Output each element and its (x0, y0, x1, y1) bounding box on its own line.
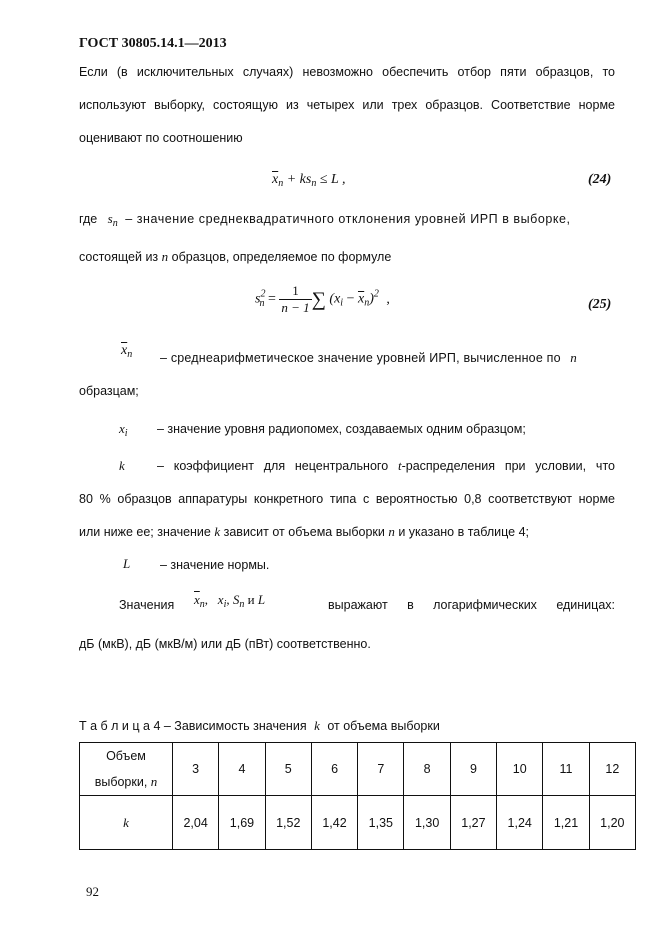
values-word: Значения (119, 598, 175, 612)
k-cell: 1,69 (219, 796, 265, 850)
k-cell: 1,27 (450, 796, 496, 850)
where-text: – значение среднеквадратичного отклонения уровней ИРП в выборке, (125, 212, 571, 226)
values-units: дБ (мкВ), дБ (мкВ/м) или дБ (пВт) соответственно. (79, 637, 371, 651)
where-symbol: $s_n$ (107, 211, 118, 229)
where-prefix: где (79, 212, 98, 226)
size-cell: 8 (404, 743, 450, 796)
eq25-fraction: $\frac{1}{n - 1}$ (281, 283, 310, 315)
k-cell: 1,35 (358, 796, 404, 850)
eq24-xbar: $\overline{x}$ (272, 172, 279, 187)
k-values-table (79, 742, 636, 850)
def-xbar-text: – среднеарифметическое значение уровней ИРП, вычисленное по n (160, 350, 577, 365)
document-header: ГОСТ 30805.14.1—2013 (79, 36, 227, 51)
equation-24 (272, 172, 346, 189)
equation-25-number: (25) (588, 297, 612, 312)
page-number: 92 (86, 884, 99, 899)
para1-line2: используют выборку, состоящую из четырех или трех образцов. Соответствие норме (79, 98, 615, 112)
eq24-sub2: n (311, 178, 317, 189)
def-xbar-continuation: образцам; (79, 384, 139, 398)
k-cell: 1,42 (311, 796, 357, 850)
def-xi-symbol: $x_i$ (119, 421, 128, 439)
table-head-label: Объем выборки, n (80, 743, 173, 796)
k-cell: 1,30 (404, 796, 450, 850)
def-k-line1: – коэффициент для нецентрального t-распределения при условии, что (157, 458, 615, 473)
table-row-label: k (80, 796, 173, 850)
def-k-line2: 80 % образцов аппаратуры конкретного типа с вероятностью 0,8 соответствуют норме (79, 492, 615, 506)
k-cell: 2,04 (173, 796, 219, 850)
def-xbar-symbol: $\overline{x}_n$ (121, 343, 133, 360)
table-row-k (80, 796, 636, 850)
size-cell: 9 (450, 743, 496, 796)
para1-line1: Если (в исключительных случаях) невозможно обеспечить отбор пяти образцов, то (79, 65, 615, 79)
def-L-symbol: L (123, 556, 131, 571)
table-row-sizes (80, 743, 636, 796)
k-cell: 1,20 (589, 796, 635, 850)
def-k-line3: или ниже ее; значение k зависит от объема выборки n и указано в таблице 4; (79, 524, 529, 539)
size-cell: 4 (219, 743, 265, 796)
def-L-text: – значение нормы. (160, 558, 270, 572)
k-cell: 1,52 (265, 796, 311, 850)
size-cell: 5 (265, 743, 311, 796)
def-xi-text: – значение уровня радиопомех, создаваемых одним образцом; (157, 422, 526, 436)
table-caption: Т а б л и ц а 4 – Зависимость значения k от объема выборки (79, 718, 440, 733)
para1-line3: оценивают по соотношению (79, 131, 243, 145)
values-symbols: $\overline{x}_n$, $x_i$, $S_n$ и L (194, 592, 266, 610)
size-cell: 6 (311, 743, 357, 796)
size-cell: 12 (589, 743, 635, 796)
where-line1 (79, 211, 615, 232)
size-cell: 3 (173, 743, 219, 796)
equation-25: $s^2_n$ = $\frac{1}{n - 1}$ ∑ $(x_i - \overline{x}_n)^2$ , (255, 283, 390, 315)
equation-24-number: (24) (588, 172, 612, 187)
size-cell: 7 (358, 743, 404, 796)
size-cell: 10 (497, 743, 543, 796)
values-text: выражают в логарифмических единицах: (328, 598, 615, 612)
eq24-mid: + ks (286, 172, 312, 187)
eq24-rest: ≤ L , (319, 172, 346, 187)
k-cell: 1,24 (497, 796, 543, 850)
size-cell: 11 (543, 743, 589, 796)
where-line2: состоящей из n образцов, определяемое по формуле (79, 249, 392, 264)
k-cell: 1,21 (543, 796, 589, 850)
def-k-symbol: k (119, 458, 125, 473)
eq24-sub: n (278, 178, 284, 189)
